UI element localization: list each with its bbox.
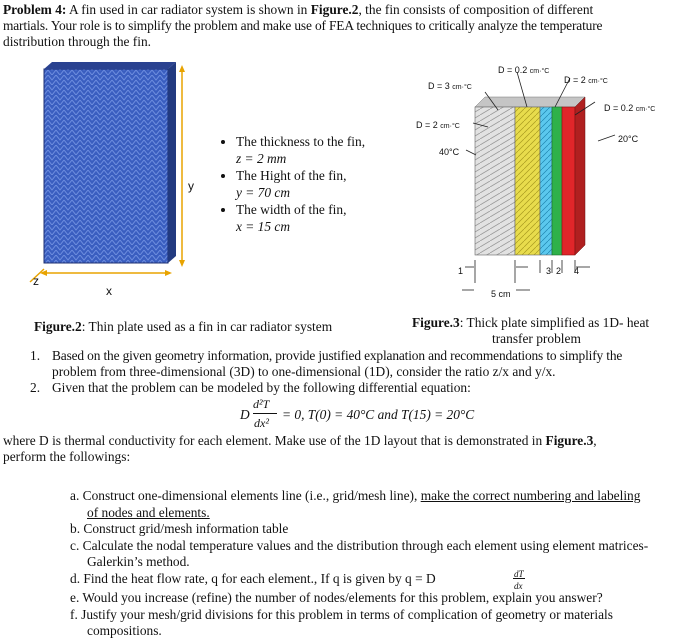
where-line-1: where D is thermal conductivity for each element. Make use of the 1D layout that is demonstrated in Figure.3, [3, 433, 597, 448]
label-d3: D = 0.2 cm·°C [498, 65, 550, 75]
where-line-2: perform the followings: [3, 449, 131, 464]
problem-text-end: , the fin consists of composition of different [358, 2, 594, 17]
task-a-line-2: of nodes and elements. [87, 504, 210, 520]
eq-numerator: d²T [253, 397, 270, 411]
fin-face [44, 69, 168, 263]
layer-yellow [515, 107, 540, 255]
problem-title: Problem 4: [3, 2, 67, 17]
axis-z-label: z [33, 274, 39, 288]
fin-plate-figure [0, 55, 220, 305]
label-d2: D = 2 cm·°C [416, 120, 460, 130]
label-temp-left: 40°C [439, 147, 460, 157]
q1-line-1: Based on the given geometry information, provide justified explanation and recommendations to simplify the [52, 348, 623, 363]
axis-y-label: y [188, 179, 194, 193]
label-d4: D = 2 cm·°C [564, 75, 608, 85]
label-d1: D = 3 cm·°C [428, 81, 472, 91]
q1-number: 1. [30, 348, 41, 363]
task-c-line-2: Galerkin’s method. [87, 554, 190, 570]
label-temp-right: 20°C [618, 134, 639, 144]
list-item: • The thickness to the fin, [236, 133, 365, 150]
layer-insulation [475, 107, 515, 255]
eq-coefficient: D [240, 407, 250, 422]
problem-statement [3, 2, 593, 18]
list-item: • The Hight of the fin, [236, 167, 365, 184]
fin-top-edge [44, 62, 176, 69]
task-f-line-2: compositions. [87, 623, 162, 639]
q1-line-2: problem from three-dimensional (3D) to one-dimensional (1D), consider the ratio z/x and y/x. [52, 364, 556, 379]
layer-green [552, 107, 562, 255]
task-c-line-1: c. Calculate the nodal temperature values and the distribution through each element using element matrices- [70, 537, 649, 553]
task-e: e. Would you increase (refine) the number of nodes/elements for this problem, explain you answer? [70, 589, 603, 605]
figure2-caption: Figure.2: Thin plate used as a fin in car radiator system [34, 319, 333, 334]
task-a-line-1: a. Construct one-dimensional elements line (i.e., grid/mesh line), make the correct numbering and labeling [70, 488, 641, 503]
eq-fraction-bar [253, 413, 277, 414]
q2-text: Given that the problem can be modeled by the following differential equation: [52, 380, 471, 395]
layer-red [562, 107, 575, 255]
task-b: b. Construct grid/mesh information table [70, 521, 289, 537]
task-d: d. Find the heat flow rate, q for each element., If q is given by q = D dT dx [70, 568, 524, 591]
figure3-caption-line2: transfer problem [492, 331, 581, 346]
dimension-label: 5 cm [491, 289, 511, 299]
figure3-caption: Figure.3: Thick plate simplified as 1D- heat [412, 315, 650, 330]
node-label-1: 1 [458, 266, 464, 276]
node-label-3: 3 [546, 266, 552, 276]
task-f-line-1: f. Justify your mesh/grid divisions for this problem in terms of complication of geometry or materials [70, 606, 613, 622]
list-item-value: x = 15 cm [236, 219, 291, 234]
list-item-value: z = 2 mm [236, 151, 287, 166]
layer-cyan [540, 107, 552, 255]
list-item: • The width of the fin, [236, 201, 365, 218]
problem-line-2: martials. Your role is to simplify the problem and make use of FEA techniques to critically analyze the temperature [3, 18, 603, 33]
q2-number: 2. [30, 380, 41, 395]
task-list [70, 488, 688, 640]
eq-denominator: dx² [254, 416, 269, 430]
list-item-value: y = 70 cm [236, 185, 291, 200]
label-d5: D = 0.2 cm·°C [604, 103, 656, 113]
node-label-2: 2 [556, 266, 562, 276]
eq-conditions: = 0, T(0) = 40°C and T(15) = 20°C [282, 407, 475, 422]
problem-line-3: distribution through the fin. [3, 34, 152, 49]
axis-x-label: x [106, 284, 112, 298]
figure-ref: Figure.2 [310, 2, 359, 17]
fin-side-edge [168, 62, 176, 263]
node-label-4: 4 [574, 266, 580, 276]
problem-text: A fin used in car radiator system is shown in [66, 2, 311, 17]
fin-dimensions-list [218, 133, 365, 235]
